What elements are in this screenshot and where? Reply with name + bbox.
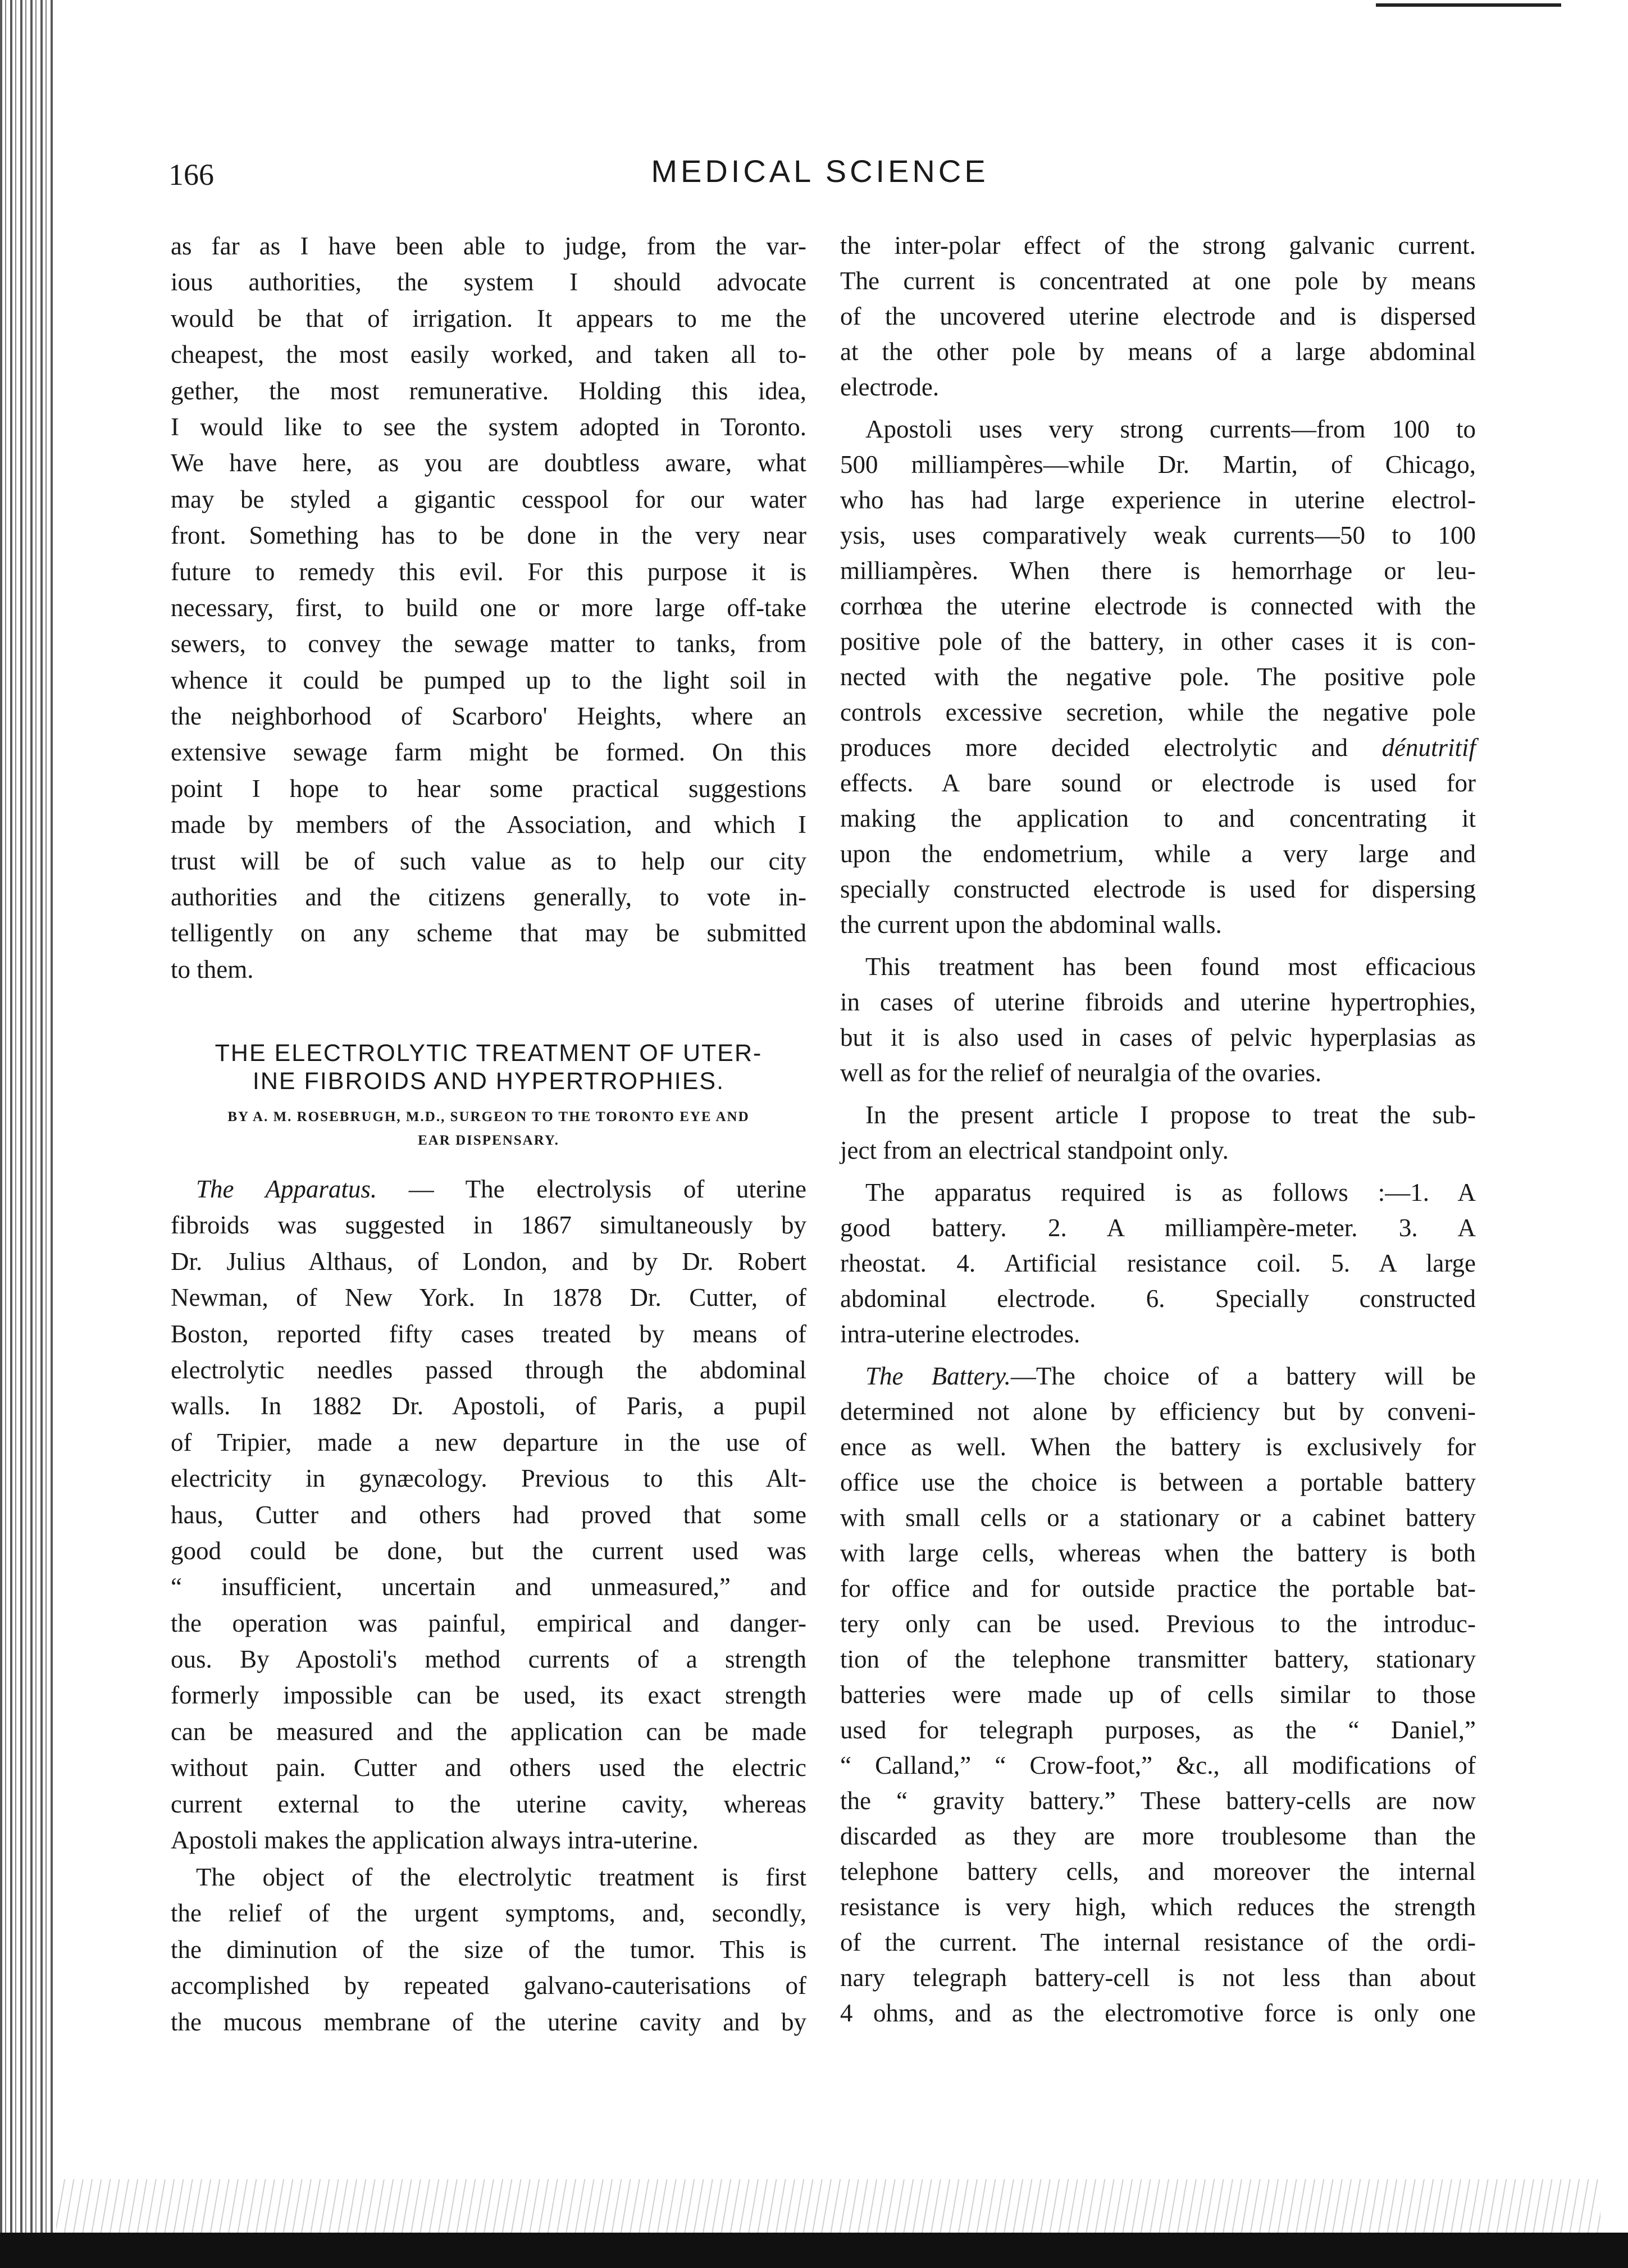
byline-line: BY A. M. ROSEBRUGH, M.D., SURGEON TO THE TORONTO EYE AND	[227, 1109, 750, 1124]
text-line: the diminution of the size of the tumor. This is	[171, 1935, 806, 1964]
text-line: as far as I have been able to judge, from the var-	[171, 232, 806, 260]
text-line: We have here, as you are doubtless aware, what	[171, 449, 806, 477]
text-line: of Tripier, made a new departure in the use of	[171, 1428, 806, 1456]
text-line: nected with the negative pole. The positive pole	[840, 663, 1476, 691]
running-head: MEDICAL SCIENCE	[651, 153, 989, 189]
byline-line: EAR DISPENSARY.	[418, 1133, 559, 1148]
text-line: Boston, reported fifty cases treated by means of	[171, 1319, 806, 1348]
text-line: rheostat. 4. Artificial resistance coil. 5. A large	[840, 1249, 1476, 1277]
text-line: front. Something has to be done in the very near	[171, 521, 806, 550]
paragraph	[840, 1359, 1476, 2031]
text-line: specially constructed electrode is used for dispersing	[840, 875, 1476, 903]
text-line: Dr. Julius Althaus, of London, and by Dr. Robert	[171, 1247, 806, 1276]
text-line: In the present article I propose to treat the sub-	[865, 1101, 1476, 1129]
text-line: used for telegraph purposes, as the “ Daniel,”	[840, 1716, 1476, 1744]
text-segment: — The electrolysis of uterine	[377, 1175, 806, 1203]
text-line: of the current. The internal resistance of the ordi-	[840, 1928, 1476, 1956]
text-line: The apparatus required is as follows :—1. A	[865, 1178, 1476, 1206]
text-line: ence as well. When the battery is exclusively for	[840, 1433, 1476, 1461]
text-line: good battery. 2. A milliampère-meter. 3. A	[840, 1214, 1476, 1242]
text-line: I would like to see the system adopted in Toronto.	[171, 412, 806, 441]
text-line: formerly impossible can be used, its exact strength	[171, 1681, 806, 1710]
text-line: fibroids was suggested in 1867 simultaneously by	[171, 1211, 806, 1240]
text-line: without pain. Cutter and others used the electric	[171, 1754, 806, 1782]
text-line: discarded as they are more troublesome than the	[840, 1822, 1476, 1850]
text-line: Newman, of New York. In 1878 Dr. Cutter, of	[171, 1283, 806, 1312]
text-line: of the uncovered uterine electrode and is dispersed	[840, 302, 1476, 330]
text-line: electrode.	[840, 373, 940, 401]
paragraph	[171, 1171, 806, 1858]
text-line: the operation was painful, empirical and danger-	[171, 1609, 806, 1637]
text-line: controls excessive secretion, while the negative pole	[840, 698, 1476, 726]
text-line: in cases of uterine fibroids and uterine hypertrophies,	[840, 988, 1476, 1016]
text-line: resistance is very high, which reduces the strength	[840, 1893, 1476, 1921]
text-line: with small cells or a stationary or a cabinet battery	[840, 1504, 1476, 1532]
text-line	[171, 1171, 806, 1207]
page-number: 166	[168, 158, 214, 192]
text-line: cheapest, the most easily worked, and taken all to-	[171, 340, 806, 369]
text-line: current external to the uterine cavity, whereas	[171, 1789, 806, 1818]
italic-text: The Apparatus.	[196, 1175, 377, 1203]
text-line: gether, the most remunerative. Holding this idea,	[171, 376, 806, 405]
text-line: made by members of the Association, and which I	[171, 810, 806, 839]
text-line: ject from an electrical standpoint only.	[840, 1136, 1229, 1164]
text-line	[840, 730, 1476, 766]
text-line: with large cells, whereas when the battery is both	[840, 1539, 1476, 1567]
text-line: ous. By Apostoli's method currents of a strength	[171, 1645, 806, 1674]
paragraph	[840, 228, 1476, 405]
text-line: would be that of irrigation. It appears to me the	[171, 304, 806, 333]
text-line: authorities and the citizens generally, to vote in-	[171, 883, 806, 912]
text-line: “ insufficient, uncertain and unmeasured,” and	[171, 1573, 806, 1601]
text-line: the mucous membrane of the uterine cavity and by	[171, 2007, 806, 2036]
text-line: whence it could be pumped up to the light soil in	[171, 666, 806, 694]
text-line: milliampères. When there is hemorrhage or leu-	[840, 557, 1476, 585]
scan-edge-left	[0, 0, 53, 2268]
text-line: corrhœa the uterine electrode is connected with the	[840, 592, 1476, 620]
text-line: the inter-polar effect of the strong galvanic current.	[840, 231, 1476, 259]
text-line: This treatment has been found most efficacious	[865, 953, 1476, 981]
text-line: well as for the relief of neuralgia of the ovaries.	[840, 1059, 1322, 1087]
text-line: the relief of the urgent symptoms, and, secondly,	[171, 1899, 806, 1928]
text-line: effects. A bare sound or electrode is used for	[840, 769, 1476, 797]
text-line: haus, Cutter and others had proved that some	[171, 1500, 806, 1529]
text-line: accomplished by repeated galvano-cauterisations of	[171, 1971, 806, 2000]
text-line: ysis, uses comparatively weak currents—50 to 100	[840, 521, 1476, 549]
article-byline	[171, 1105, 806, 1153]
text-line: The object of the electrolytic treatment is first	[196, 1863, 806, 1891]
text-line: tion of the telephone transmitter battery, stationary	[840, 1645, 1476, 1673]
text-line: the neighborhood of Scarboro' Heights, where an	[171, 702, 806, 731]
right-column	[840, 0, 1476, 2268]
text-line: positive pole of the battery, in other cases it is con-	[840, 627, 1476, 655]
text-line	[840, 1359, 1476, 1394]
text-line: may be styled a gigantic cesspool for our water	[171, 485, 806, 513]
text-line: telephone battery cells, and moreover the internal	[840, 1857, 1476, 1886]
text-line: the current upon the abdominal walls.	[840, 910, 1222, 939]
text-line: walls. In 1882 Dr. Apostoli, of Paris, a pupil	[171, 1392, 806, 1420]
text-line: determined not alone by efficiency but by conveni-	[840, 1397, 1476, 1426]
italic-text: dénutritif	[1381, 734, 1476, 762]
paragraph	[840, 1097, 1476, 1168]
text-line: upon the endometrium, while a very large and	[840, 840, 1476, 868]
article-title	[171, 1039, 806, 1095]
paragraph	[840, 412, 1476, 942]
text-line: extensive sewage farm might be formed. On this	[171, 738, 806, 767]
text-line: office use the choice is between a portable battery	[840, 1468, 1476, 1496]
text-line: who has had large experience in uterine electrol-	[840, 486, 1476, 514]
text-line: telligently on any scheme that may be submitted	[171, 919, 806, 948]
text-line: sewers, to convey the sewage matter to tanks, from	[171, 630, 806, 658]
text-line: Apostoli uses very strong currents—from 100 to	[865, 415, 1476, 443]
text-line: necessary, first, to build one or more large off-take	[171, 593, 806, 622]
text-line: at the other pole by means of a large abdominal	[840, 338, 1476, 366]
text-segment: produces more decided electrolytic and	[840, 734, 1382, 762]
text-line: ious authorities, the system I should advocate	[171, 268, 806, 297]
text-line: point I hope to hear some practical suggestions	[171, 774, 806, 803]
text-line: nary telegraph battery-cell is not less than about	[840, 1964, 1476, 1992]
text-line: batteries were made up of cells similar to those	[840, 1680, 1476, 1709]
article-title-line: INE FIBROIDS AND HYPERTROPHIES.	[252, 1068, 725, 1095]
italic-text: The Battery.	[865, 1362, 1011, 1390]
text-line: for office and for outside practice the portable bat-	[840, 1574, 1476, 1602]
text-line: electrolytic needles passed through the abdominal	[171, 1355, 806, 1384]
text-line: making the application to and concentrating it	[840, 804, 1476, 832]
text-line: but it is also used in cases of pelvic hyperplasias as	[840, 1023, 1476, 1051]
text-line: to them.	[171, 955, 254, 983]
text-line: tery only can be used. Previous to the introduc-	[840, 1610, 1476, 1638]
paragraph	[840, 949, 1476, 1091]
text-line: 500 milliampères—while Dr. Martin, of Chicago,	[840, 450, 1476, 479]
text-line: good could be done, but the current used was	[171, 1536, 806, 1565]
text-line: “ Calland,” “ Crow-foot,” &c., all modifications of	[840, 1751, 1476, 1779]
paragraph	[171, 228, 806, 987]
article-title-line: THE ELECTROLYTIC TREATMENT OF UTER-	[215, 1040, 763, 1067]
text-line: the “ gravity battery.” These battery-cells are now	[840, 1787, 1476, 1815]
paragraph	[171, 1859, 806, 2040]
text-line: trust will be of such value as to help our city	[171, 846, 806, 875]
text-line: Apostoli makes the application always intra-uterine.	[171, 1826, 699, 1855]
text-segment: —The choice of a battery will be	[1010, 1362, 1476, 1390]
text-line: future to remedy this evil. For this purpose it is	[171, 557, 806, 586]
text-line: intra-uterine electrodes.	[840, 1320, 1080, 1348]
text-line: The current is concentrated at one pole by means	[840, 267, 1476, 295]
text-line: can be measured and the application can be made	[171, 1717, 806, 1746]
paragraph	[840, 1175, 1476, 1352]
text-line: 4 ohms, and as the electromotive force is only one	[840, 1999, 1476, 2027]
text-line: abdominal electrode. 6. Specially constructed	[840, 1285, 1476, 1313]
text-line: electricity in gynæcology. Previous to this Alt-	[171, 1464, 806, 1493]
